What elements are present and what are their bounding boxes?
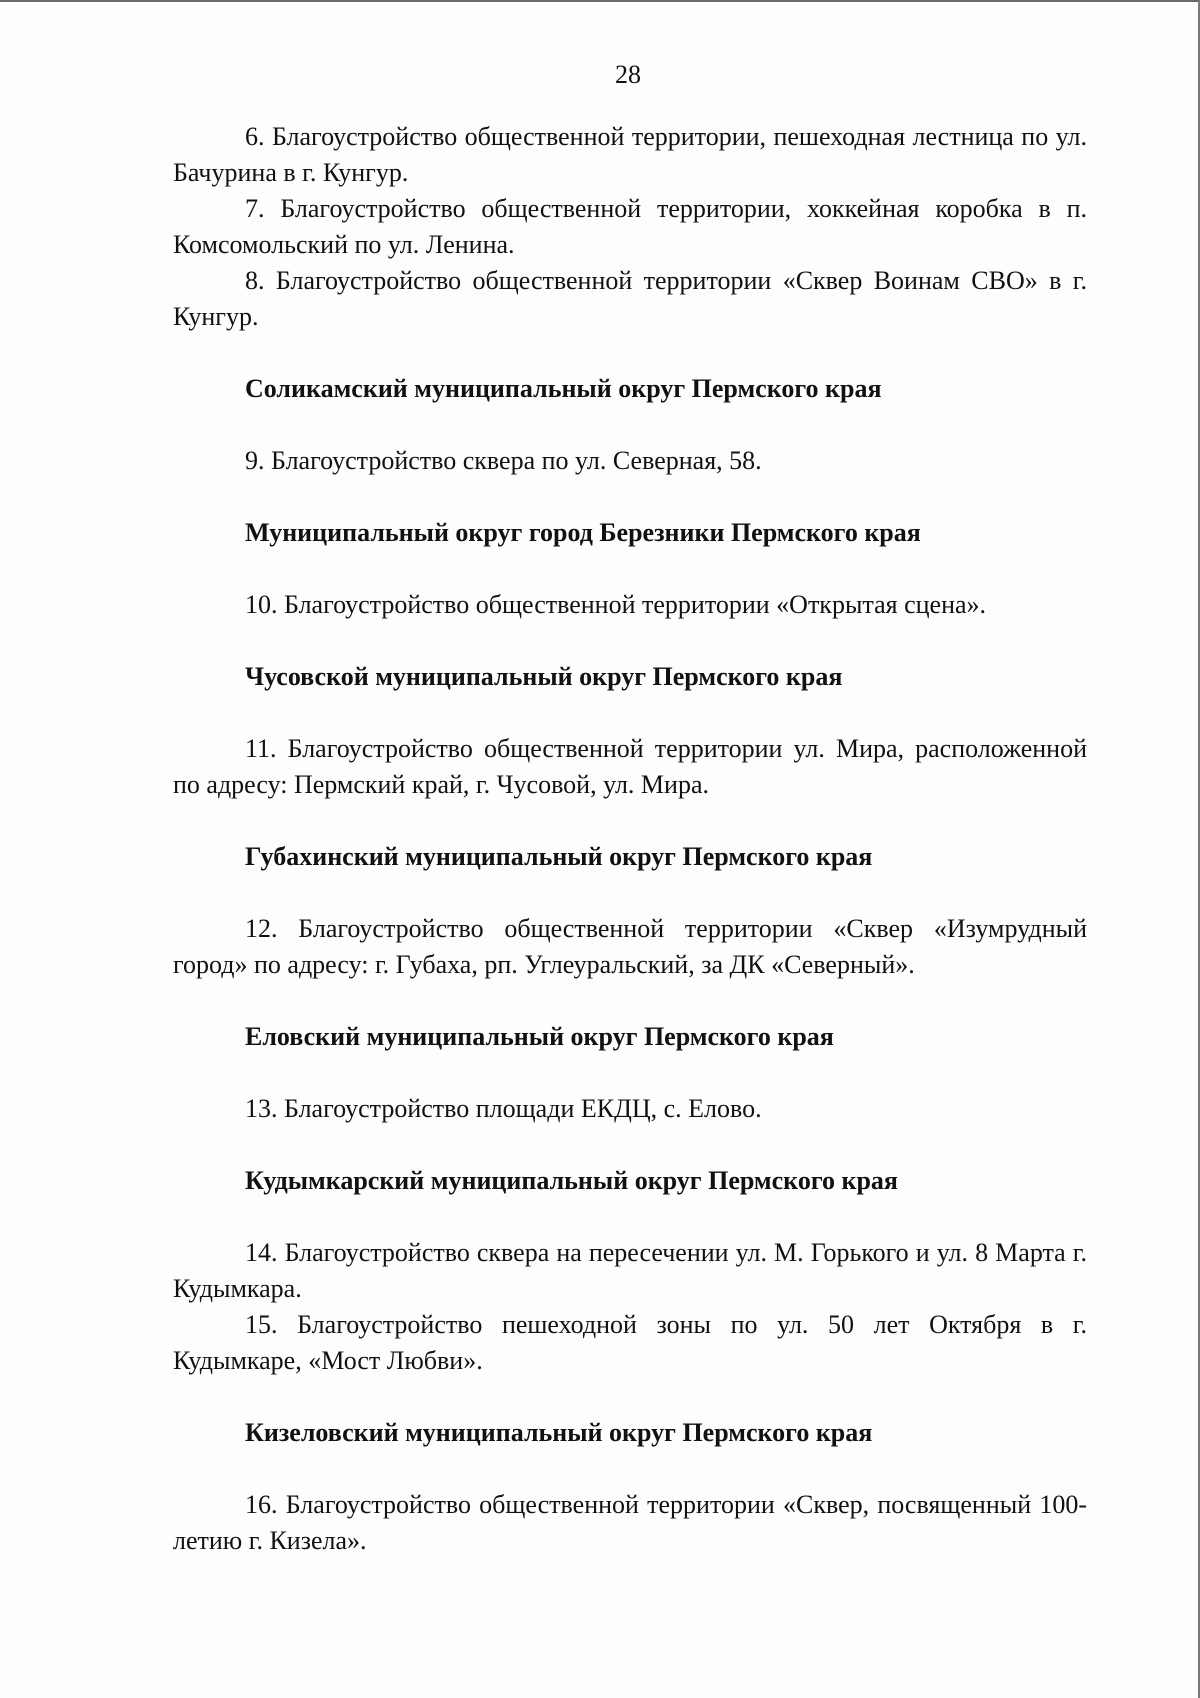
section-heading: Еловский муниципальный округ Пермского края: [245, 1022, 834, 1051]
section-heading: Чусовской муниципальный округ Пермского края: [245, 662, 843, 691]
list-item: 13. Благоустройство площади ЕКДЦ, с. Елово.: [245, 1094, 762, 1123]
list-item: 7. Благоустройство общественной территории, хоккейная коробка в п. Комсомольский по ул. Ленина.: [173, 194, 1087, 259]
list-item: 16. Благоустройство общественной территории «Сквер, посвященный 100-летию г. Кизела».: [173, 1490, 1087, 1555]
list-item: 8. Благоустройство общественной территории «Сквер Воинам СВО» в г. Кунгур.: [173, 266, 1087, 331]
list-item: 14. Благоустройство сквера на пересечении ул. М. Горького и ул. 8 Марта г. Кудымкара.: [173, 1238, 1087, 1303]
document-body: [173, 119, 1087, 1559]
section-heading: Губахинский муниципальный округ Пермского края: [245, 842, 873, 871]
section-heading: Кизеловский муниципальный округ Пермского края: [245, 1418, 873, 1447]
list-item: 6. Благоустройство общественной территории, пешеходная лестница по ул. Бачурина в г. Кунгур.: [173, 122, 1087, 187]
scan-edge-top: [0, 0, 1200, 2]
list-item: 15. Благоустройство пешеходной зоны по ул. 50 лет Октября в г. Кудымкаре, «Мост Любви».: [173, 1310, 1087, 1375]
list-item: 11. Благоустройство общественной территории ул. Мира, расположенной по адресу: Пермский край, г. Чусовой, ул. Мира.: [173, 734, 1087, 799]
section-heading: Кудымкарский муниципальный округ Пермского края: [245, 1166, 898, 1195]
list-item: 9. Благоустройство сквера по ул. Северная, 58.: [245, 446, 762, 475]
list-item: 10. Благоустройство общественной территории «Открытая сцена».: [245, 590, 987, 619]
list-item: 12. Благоустройство общественной территории «Сквер «Изумрудный город» по адресу: г. Губаха, рп. Углеуральский, за ДК «Северный».: [173, 914, 1087, 979]
section-heading: Соликамский муниципальный округ Пермского края: [245, 374, 882, 403]
section-heading: Муниципальный округ город Березники Пермского края: [245, 518, 921, 547]
page-number: 28: [615, 60, 641, 89]
